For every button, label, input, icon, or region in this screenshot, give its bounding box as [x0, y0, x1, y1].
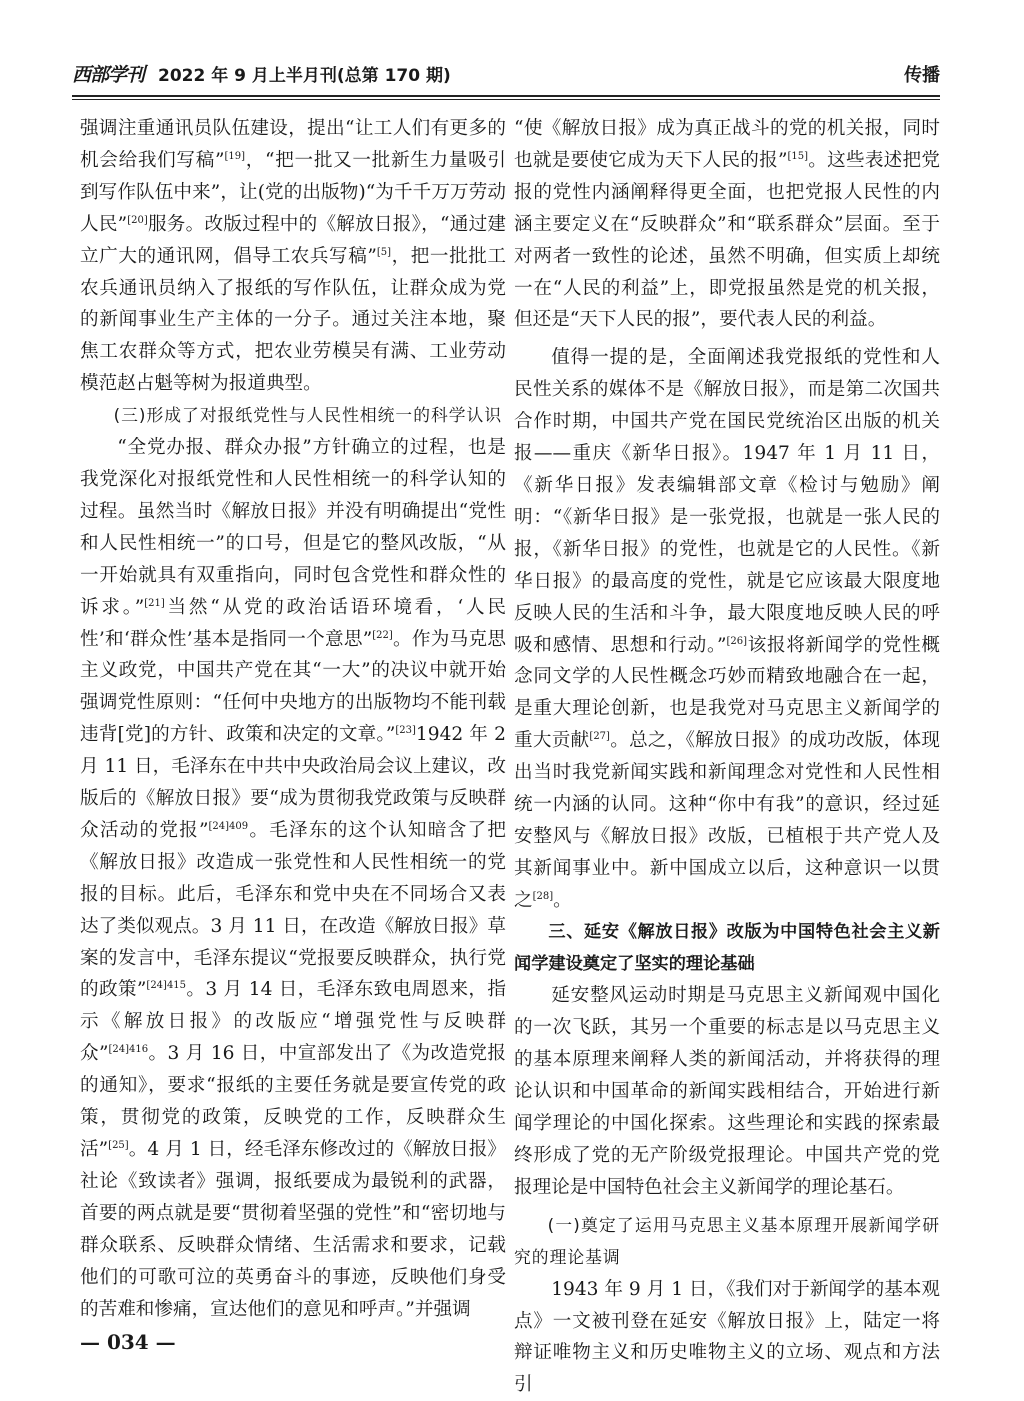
- running-header: [72, 58, 940, 92]
- body-paragraph: “使《解放日报》成为真正战斗的党的机关报，同时也就是要使它成为天下人民的报”[15]。这些表述把党报的党性内涵阐释得更全面，也把党报人民性的内涵主要定义在“反映群众”和“联系群众”层面。至于对两者一致性的论述，虽然不明确，但实质上却统一在“人民的利益”上，即党报虽然是党的机关报，但还是“天下人民的报”，要代表人民的利益。: [514, 118, 940, 331]
- page-number: — 034 —: [80, 1330, 176, 1354]
- subsection-heading: (一)奠定了运用马克思主义基本原理开展新闻学研究的理论基调: [514, 1214, 940, 1267]
- subsection-heading: (三)形成了对报纸党性与人民性相统一的科学认识: [113, 405, 503, 426]
- journal-logo: 西部学刊: [72, 64, 145, 86]
- body-paragraph: 值得一提的是，全面阐述我党报纸的党性和人民性关系的媒体不是《解放日报》，而是第二次国共合作时期，中国共产党在国民党统治区出版的机关报——重庆《新华日报》。1947 年 1 月 11 日，《新华日报》发表编辑部文章《检讨与勉励》阐明：“《新华日报》是一张党报，也就是一张人民的报，《新华日报》的党性，也就是它的人民性。《新华日报》的最高度的党性，就是它应该最大限度地反映人民的生活和斗争，最大限度地反映人民的呼吸和感情、思想和行动。”[26]该报将新闻学的党性概念同文学的人民性概念巧妙而精致地融合在一起，是重大理论创新，也是我党对马克思主义新闻学的重大贡献[27]。总之，《解放日报》的成功改版，体现出当时我党新闻实践和新闻理念对党性和人民性相统一内涵的认同。这种“你中有我”的意识，经过延安整风与《解放日报》改版，已植根于共产党人及其新闻事业中。新中国成立以后，这种意识一以贯之[28]。: [514, 347, 940, 911]
- header-rule-thin: [72, 99, 940, 100]
- body-paragraph: 1943 年 9 月 1 日，《我们对于新闻学的基本观点》一文被刊登在延安《解放日报》上，陆定一将辩证唯物主义和历史唯物主义的立场、观点和方法引: [514, 1278, 940, 1396]
- body-paragraph: 强调注重通讯员队伍建设，提出“让工人们有更多的机会给我们写稿”[19]，“把一批又一批新生力量吸引到写作队伍中来”，让(党的出版物)“为千千万万劳动人民”[20]服务。改版过程中的《解放日报》，“通过建立广大的通讯网，倡导工农兵写稿”[5]，把一批批工农兵通讯员纳入了报纸的写作队伍，让群众成为党的新闻事业生产主体的一分子。通过关注本地，聚焦工农群众等方式，把农业劳模吴有满、工业劳动模范赵占魁等树为报道典型。: [80, 118, 506, 395]
- left-column: [80, 113, 506, 1325]
- header-rule: [72, 95, 940, 97]
- body-paragraph: “全党办报、群众办报”方针确立的过程，也是我党深化对报纸党性和人民性相统一的科学认知的过程。虽然当时《解放日报》并没有明确提出“党性和人民性相统一”的口号，但是它的整风改版，“从一开始就具有双重指向，同时包含党性和群众性的诉求。”[21]当然“从党的政治话语环境看，‘人民性’和‘群众性’基本是指同一个意思”[22]。作为马克思主义政党，中国共产党在其“一大”的决议中就开始强调党性原则：“任何中央地方的出版物均不能刊载违背[党]的方针、政策和决定的文章。”[23]1942 年 2 月 11 日，毛泽东在中共中央政治局会议上建议，改版后的《解放日报》要“成为贯彻我党政策与反映群众活动的党报”$^{[24]409}$。毛泽东的这个认知暗含了把《解放日报》改造成一张党性和人民性相统一的党报的目标。此后，毛泽东和党中央在不同场合又表达了类似观点。3 月 11 日，在改造《解放日报》草案的发言中，毛泽东提议“党报要反映群众，执行党的政策”$^{[24]415}$。3 月 14 日，毛泽东致电周恩来，指示《解放日报》的改版应“增强党性与反映群众”$^{[24]416}$。3 月 16 日，中宣部发出了《为改造党报的通知》，要求“报纸的主要任务就是要宣传党的政策，贯彻党的政策，反映党的工作，反映群众生活”[25]。4 月 1 日，经毛泽东修改过的《解放日报》社论《致读者》强调，报纸要成为最锐利的武器，首要的两点就是要“贯彻着坚强的党性”和“密切地与群众联系、反映群众情绪、生活需求和要求，记载他们的可歌可泣的英勇奋斗的事迹，反映他们身受的苦难和惨痛，宣达他们的意见和呼声。”并强调: [80, 437, 506, 1320]
- section-heading: 三、延安《解放日报》改版为中国特色社会主义新闻学建设奠定了坚实的理论基础: [514, 921, 940, 974]
- section-label: 传播: [904, 65, 940, 86]
- issue-info: 2022 年 9 月上半月刊(总第 170 期): [158, 66, 451, 86]
- right-column: [514, 113, 940, 1401]
- body-paragraph: 延安整风运动时期是马克思主义新闻观中国化的一次飞跃，其另一个重要的标志是以马克思主义的基本原理来阐释人类的新闻活动，并将获得的理论认识和中国革命的新闻实践相结合，开始进行新闻学理论的中国化探索。这些理论和实践的探索最终形成了党的无产阶级党报理论。中国共产党的党报理论是中国特色社会主义新闻学的理论基石。: [514, 985, 940, 1198]
